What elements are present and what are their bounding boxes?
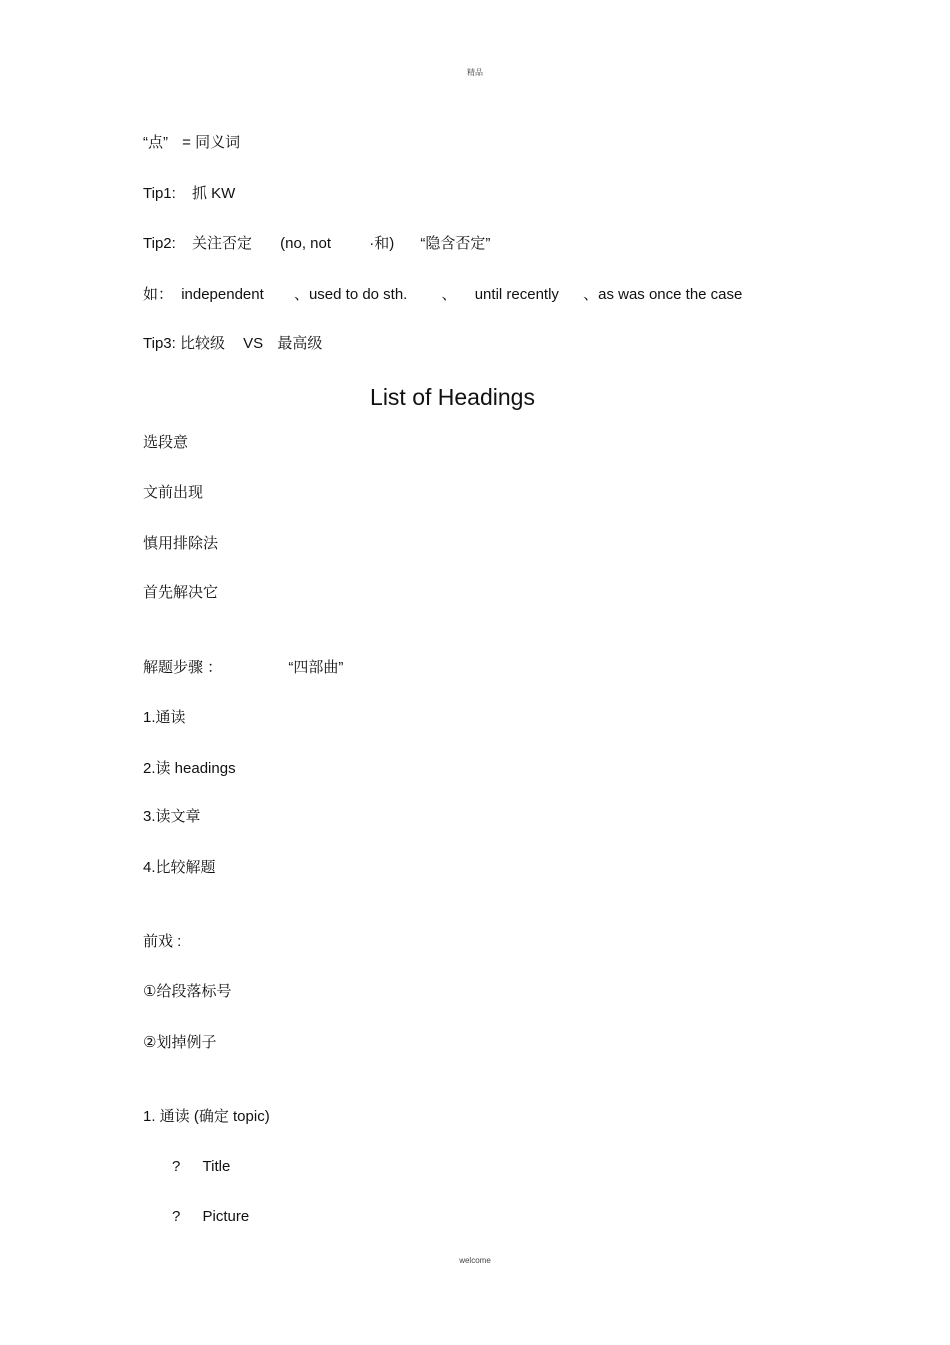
step-item: 3.读文章 <box>143 808 201 825</box>
tip2-label: Tip2: <box>143 235 176 252</box>
steps-four-part: “四部曲” <box>288 659 344 676</box>
prelude-item: ②划掉例子 <box>143 1034 217 1051</box>
synonym-line <box>143 134 240 152</box>
prelude-item: ①给段落标号 <box>143 983 232 1000</box>
example-sep: 、 <box>441 286 457 303</box>
section-title: List of Headings <box>370 384 535 410</box>
step-item: 2.读 headings <box>143 760 236 777</box>
example-independent: independent <box>181 286 264 303</box>
tip3-superlative: 最高级 <box>277 335 323 352</box>
example-once: 、as was once the case <box>583 286 743 303</box>
example-label: 如： <box>143 286 174 303</box>
tip1-text: 抓 KW <box>191 185 236 202</box>
read-item-title <box>172 1158 230 1176</box>
read-item-text: Title <box>202 1158 231 1175</box>
tip2-and: ·和) <box>369 235 395 252</box>
tip3-label: Tip3: 比较级 <box>143 335 225 352</box>
tip3-vs: VS <box>243 335 264 352</box>
read-item-picture <box>172 1208 249 1226</box>
prelude-heading: 前戏 : <box>143 933 182 950</box>
tip1-label: Tip1: <box>143 185 176 202</box>
read-item-text: Picture <box>202 1208 250 1225</box>
tip1-line <box>143 185 235 203</box>
tip2-line <box>143 235 490 253</box>
example-line <box>143 286 742 304</box>
point-item: 选段意 <box>143 434 189 451</box>
steps-heading <box>143 659 343 677</box>
step-item: 4.比较解题 <box>143 859 216 876</box>
example-until: until recently <box>474 286 559 303</box>
tip2-text: 关注否定 <box>191 235 252 252</box>
example-used-to: 、used to do sth. <box>293 286 408 303</box>
step-item: 1.通读 <box>143 709 186 726</box>
point-item: 文前出现 <box>143 484 204 501</box>
page-header: 精品 <box>467 68 483 77</box>
dian-label: “点” <box>143 134 168 151</box>
bullet-icon: ? <box>172 1208 181 1225</box>
tip3-line <box>143 335 322 353</box>
point-item: 慎用排除法 <box>143 535 219 552</box>
tip2-implicit: “隐含否定” <box>420 235 491 252</box>
tip2-no-not: (no, not <box>280 235 332 252</box>
page-footer: welcome <box>459 1256 491 1265</box>
synonym-label: = 同义词 <box>182 134 241 151</box>
bullet-icon: ? <box>172 1158 181 1175</box>
point-item: 首先解决它 <box>143 584 219 601</box>
read-heading: 1. 通读 (确定 topic) <box>143 1108 270 1125</box>
steps-label: 解题步骤 ： <box>143 659 223 676</box>
